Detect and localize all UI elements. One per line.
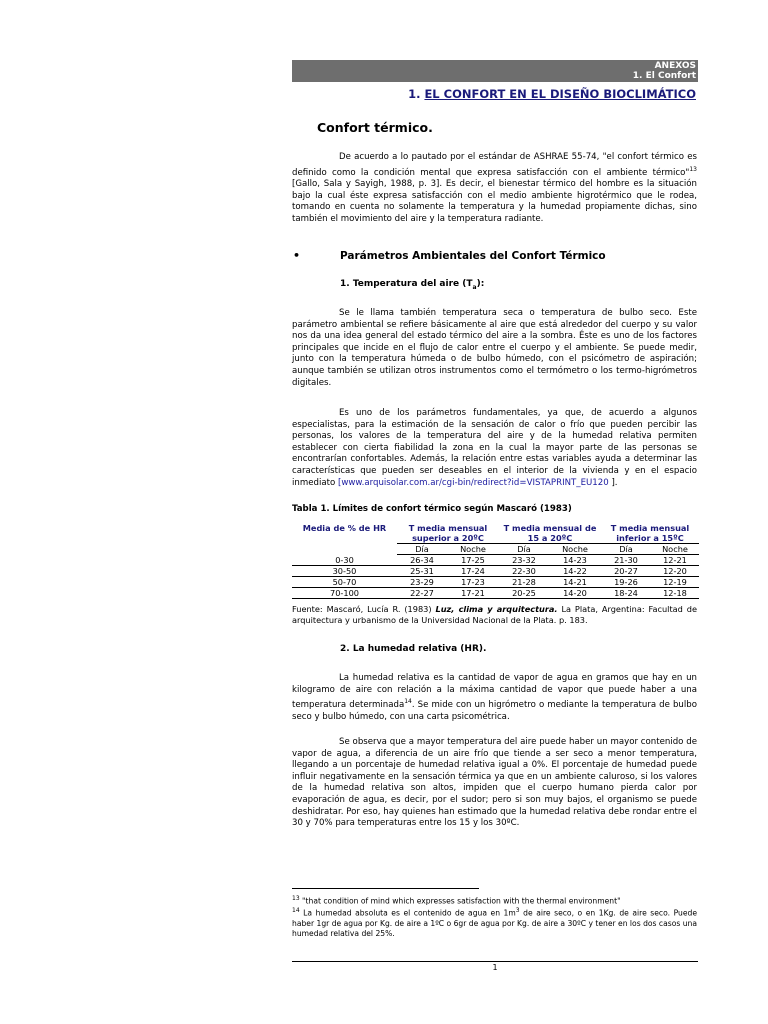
params-heading: Parámetros Ambientales del Confort Térmico bbox=[340, 250, 606, 262]
table-cell: 26-34 bbox=[397, 555, 447, 566]
chapter-title bbox=[292, 87, 696, 101]
column-header-night: Noche bbox=[549, 544, 601, 555]
comfort-limits-table bbox=[292, 523, 699, 599]
column-header-day: Día bbox=[397, 544, 447, 555]
footnote-divider bbox=[292, 888, 479, 889]
chapter-number: 1. bbox=[408, 87, 425, 101]
table-cell: 23-29 bbox=[397, 577, 447, 588]
table-cell: 50-70 bbox=[292, 577, 397, 588]
table-cell: 22-30 bbox=[499, 566, 549, 577]
footnote-14: $^{14}$ La humedad absoluta es el contenido de agua en $1m^3$ de aire seco, o en 1Kg. de aire seco. Puede haber 1gr de agua por Kg. de aire a 1ºC o 6gr de agua por Kg. de aire a 30ºC y tener en los dos casos una humedad relativa del 25%. bbox=[292, 907, 697, 938]
table-cell: 20-27 bbox=[601, 566, 651, 577]
header-section: ANEXOS bbox=[654, 61, 696, 71]
column-group-15-20: T media mensual de 15 a 20ºC bbox=[499, 523, 601, 544]
bullet-icon: • bbox=[293, 249, 301, 262]
table-cell: 19-26 bbox=[601, 577, 651, 588]
header-chapter: 1. El Confort bbox=[632, 71, 696, 81]
column-group-below-15: T media mensual inferior a 15ºC bbox=[601, 523, 699, 544]
footnote-ref-14[interactable]: 14 bbox=[404, 698, 412, 706]
column-header-day: Día bbox=[499, 544, 549, 555]
table-cell: 21-30 bbox=[601, 555, 651, 566]
table-cell: 17-24 bbox=[447, 566, 499, 577]
column-header-night: Noche bbox=[447, 544, 499, 555]
table-row bbox=[292, 588, 699, 599]
table-cell: 14-21 bbox=[549, 577, 601, 588]
table-source: Fuente: Mascaró, Lucía R. (1983) Luz, clima y arquitectura. La Plata, Argentina: Facultad de arquitectura y urbanismo de la Universidad Nacional de la Plata. p. 183. bbox=[292, 604, 698, 625]
arquisolar-link[interactable]: [www.arquisolar.com.ar/cgi-bin/redirect?id=VISTAPRINT_EU120 bbox=[337, 477, 609, 488]
table-row bbox=[292, 577, 699, 588]
table-cell: 70-100 bbox=[292, 588, 397, 599]
table-cell: 25-31 bbox=[397, 566, 447, 577]
table-cell: 17-23 bbox=[447, 577, 499, 588]
table-cell: 17-21 bbox=[447, 588, 499, 599]
air-temperature-paragraph-2: Es uno de los parámetros fundamentales, ya que, de acuerdo a algunos especialistas, para la estimación de la sensación de calor o frío que pueden percibir las personas, los valores de la temperatura del aire y de la humedad relativa permiten establecer con cierta fiabilidad la zona en la cual la mayor parte de las personas se encontrarían confortables. Además, la relación entre estas variables ayuda a determinar las características que pueden ser deseables en el interior de la vivienda y en el espacio inmediato [www.arquisolar.com.ar/cgi-bin/redirect?id=VISTAPRINT_EU120 ]. bbox=[292, 408, 697, 488]
table-cell: 14-20 bbox=[549, 588, 601, 599]
column-header-day: Día bbox=[601, 544, 651, 555]
table-cell: 14-23 bbox=[549, 555, 601, 566]
table-cell: 20-25 bbox=[499, 588, 549, 599]
running-header bbox=[292, 60, 698, 82]
footer-divider bbox=[292, 961, 698, 962]
table-cell: 22-27 bbox=[397, 588, 447, 599]
column-header-night: Noche bbox=[651, 544, 699, 555]
page-number: 1 bbox=[492, 963, 498, 972]
table-cell: 23-32 bbox=[499, 555, 549, 566]
table-row bbox=[292, 555, 699, 566]
air-temperature-paragraph-1: Se le llama también temperatura seca o temperatura de bulbo seco. Este parámetro ambiental se refiere básicamente al aire que está alrededor del cuerpo y su valor nos da una idea general del estado térmico del aire a la sombra. Éste es uno de los factores principales que incide en el flujo de calor entre el cuerpo y el ambiente. Se puede medir, junto con la temperatura húmeda o de bulbo húmedo, con el psicómetro de aspiración; aunque también se utilizan otros instrumentos como el termómetro o los termo-higrómetros digitales. bbox=[292, 308, 697, 388]
table-cell: 21-28 bbox=[499, 577, 549, 588]
table-cell: 17-25 bbox=[447, 555, 499, 566]
subheading-relative-humidity: 2. La humedad relativa (HR). bbox=[340, 644, 487, 654]
table-cell: 12-20 bbox=[651, 566, 699, 577]
footnote-ref-13[interactable]: 13 bbox=[689, 165, 697, 173]
column-group-above-20: T media mensual superior a 20ºC bbox=[397, 523, 499, 544]
subheading-air-temperature: 1. Temperatura del aire $(T_a)$: bbox=[340, 279, 485, 291]
humidity-paragraph-1: La humedad relativa es la cantidad de vapor de agua en gramos que hay en un kilogramo de aire con relación a la máxima cantidad de vapor que puede haber a una temperatura determinada$^{14}$. Se mide con un higrómetro o mediante la temperatura de bulbo seco y bulbo húmedo, con una carta psicométrica. bbox=[292, 673, 697, 722]
table-cell: 30-50 bbox=[292, 566, 397, 577]
table-cell: 14-22 bbox=[549, 566, 601, 577]
footnote-13: $^{13}$ "that condition of mind which expresses satisfaction with the thermal environment" bbox=[292, 895, 621, 906]
table-cell: 12-18 bbox=[651, 588, 699, 599]
table-caption: Tabla 1. Límites de confort térmico según Mascaró (1983) bbox=[292, 504, 572, 514]
chapter-title-text: EL CONFORT EN EL DISEÑO BIOCLIMÁTICO bbox=[424, 87, 696, 101]
table-cell: 12-19 bbox=[651, 577, 699, 588]
table-cell: 0-30 bbox=[292, 555, 397, 566]
section-heading: Confort térmico. bbox=[317, 120, 433, 135]
intro-paragraph: De acuerdo a lo pautado por el estándar de ASHRAE 55-74, "el confort térmico es definido como la condición mental que expresa satisfacción con el ambiente térmico"$^{13}$ [Gallo, Sala y Sayigh, 1988, p. 3]. Es decir, el bienestar térmico del hombre es la situación bajo la cual éste expresa satisfacción con el medio ambiente higrotérmico que le rodea, tomando en cuenta no solamente la temperatura y la humedad propiamente dichas, sino también el movimiento del aire y la temperatura radiante. bbox=[292, 152, 697, 224]
table-cell: 18-24 bbox=[601, 588, 651, 599]
table-row bbox=[292, 566, 699, 577]
humidity-paragraph-2: Se observa que a mayor temperatura del aire puede haber un mayor contenido de vapor de agua, a diferencia de un aire frío que tiende a ser seco a menor temperatura, llegando a un porcentaje de humedad relativa igual a 0%. El porcentaje de humedad puede influir negativamente en la sensación térmica ya que en un ambiente caluroso, si los valores de la humedad relativa son altos, impiden que el cuerpo humano pierda calor por evaporación de agua, es decir, por el sudor; pero si son muy bajos, el organismo se puede deshidratar. Por eso, hay quienes han estimado que la humedad relativa debe rondar entre el 30 y 70% para temperaturas entre los 15 y los 30ºC. bbox=[292, 737, 697, 829]
column-header-hr: Media de % de HR bbox=[302, 523, 387, 533]
table-cell: 12-21 bbox=[651, 555, 699, 566]
